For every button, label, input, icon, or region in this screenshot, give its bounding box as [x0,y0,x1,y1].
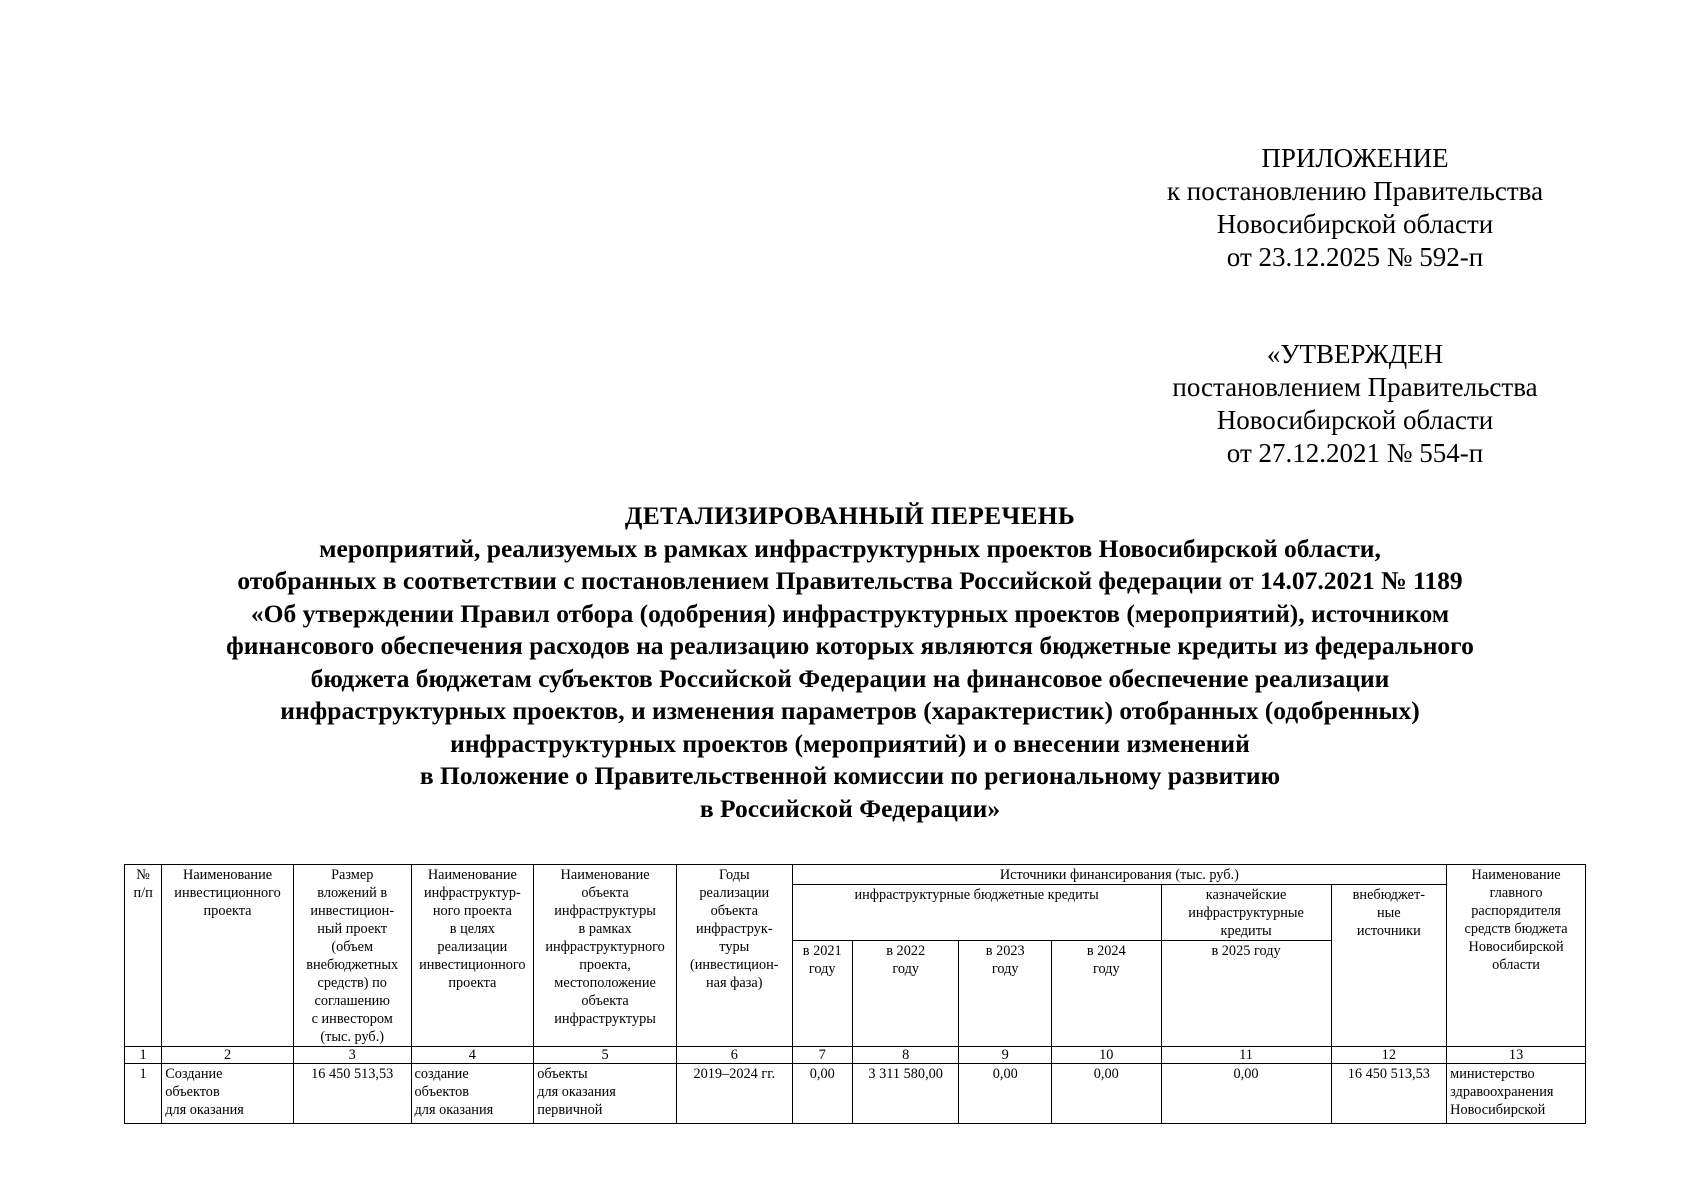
cell-year-2023: 0,00 [959,1064,1052,1124]
title-line: бюджета бюджетам субъектов Российской Федерации на финансовое обеспечение реализации [310,663,1390,693]
header-year-2023: в 2023 году [959,941,1052,1047]
column-number: 11 [1161,1047,1331,1064]
cell-manager: министерство здравоохранения Новосибирской [1447,1064,1586,1124]
column-number: 1 [125,1047,162,1064]
table-header-row [125,865,1586,885]
measures-table [124,864,1586,1124]
title-main: ДЕТАЛИЗИРОВАННЫЙ ПЕРЕЧЕНЬ [624,501,1076,530]
annex-heading: ПРИЛОЖЕНИЕ [1261,143,1449,173]
column-number: 3 [293,1047,411,1064]
column-number: 8 [852,1047,959,1064]
header-infra-object: Наименование объекта инфраструктуры в рамках инфраструктурного проекта, местоположение объекта инфраструктуры [534,865,677,1047]
title-line: инфраструктурных проектов, и изменения параметров (характеристик) отобранных (одобренных) [280,696,1420,725]
title-line: отобранных в соответствии с постановлением Правительства Российской федерации от 14.07.2021 № 1189 [237,566,1463,595]
header-extrabudget: внебюджет- ные источники [1331,885,1447,1047]
header-year-2022: в 2022 году [852,941,959,1047]
column-number: 6 [676,1047,792,1064]
approved-line-region: Новосибирской области [1216,405,1494,435]
title-line: в Российской Федерации» [699,793,1001,823]
approved-line-decree: постановлением Правительства [1172,372,1538,402]
cell-num: 1 [125,1064,162,1124]
approved-line-date-number: от 27.12.2021 № 554-п [1226,438,1484,468]
header-year-2025: в 2025 году [1161,941,1331,1047]
column-number: 4 [411,1047,534,1064]
cell-infra-object: объекты для оказания первичной [534,1064,677,1124]
cell-project-name: Создание объектов для оказания [162,1064,294,1124]
header-manager: Наименование главного распорядителя средств бюджета Новосибирской области [1447,865,1586,1047]
approved-heading: «УТВЕРЖДЕН [1266,339,1444,369]
title-line: мероприятий, реализуемых в рамках инфраструктурных проектов Новосибирской области, [319,533,1381,563]
header-num: № п/п [125,865,162,1047]
header-year-2024: в 2024 году [1051,941,1161,1047]
title-line: финансового обеспечения расходов на реализацию которых являются бюджетные кредиты из федерального [226,631,1474,660]
column-number: 7 [792,1047,852,1064]
header-year-2021: в 2021 году [792,941,852,1047]
title-line: в Положение о Правительственной комиссии по региональному развитию [419,761,1281,790]
table-row [125,1064,1586,1124]
column-number-row [125,1047,1586,1064]
column-number: 5 [534,1047,677,1064]
header-sources: Источники финансирования (тыс. руб.) [792,865,1447,885]
header-infra-project: Наименование инфраструктур- ного проекта в целях реализации инвестиционного проекта [411,865,534,1047]
document-title [100,500,1600,825]
column-number: 10 [1051,1047,1161,1064]
cell-year-2025: 0,00 [1161,1064,1331,1124]
header-project-name: Наименование инвестиционного проекта [162,865,294,1047]
cell-year-2024: 0,00 [1051,1064,1161,1124]
column-number: 2 [162,1047,294,1064]
header-investment: Размер вложений в инвестицион- ный проект (объем внебюджетных средств) по соглашению с инвестором (тыс. руб.) [293,865,411,1047]
header-years: Годы реализации объекта инфраструк- туры (инвестицион- ная фаза) [676,865,792,1047]
cell-infra-project: создание объектов для оказания [411,1064,534,1124]
cell-years: 2019–2024 гг. [676,1064,792,1124]
annex-line-date-number: от 23.12.2025 № 592-п [1226,242,1484,272]
title-line: инфраструктурных проектов (мероприятий) и о внесении изменений [450,728,1250,758]
annex-line-decree: к постановлению Правительства [1166,176,1544,206]
column-number: 9 [959,1047,1052,1064]
cell-extrabudget: 16 450 513,53 [1331,1064,1447,1124]
annex-line-region: Новосибирской области [1216,209,1494,239]
cell-year-2022: 3 311 580,00 [852,1064,959,1124]
approved-block [1120,338,1590,470]
header-infra-credits: инфраструктурные бюджетные кредиты [792,885,1161,941]
title-line: «Об утверждении Правил отбора (одобрения) инфраструктурных проектов (мероприятий), источником [250,598,1450,628]
column-number: 12 [1331,1047,1447,1064]
cell-year-2021: 0,00 [792,1064,852,1124]
cell-investment: 16 450 513,53 [293,1064,411,1124]
header-treasury-credits: казначейские инфраструктурные кредиты [1161,885,1331,941]
annex-block [1120,142,1590,274]
column-number: 13 [1447,1047,1586,1064]
